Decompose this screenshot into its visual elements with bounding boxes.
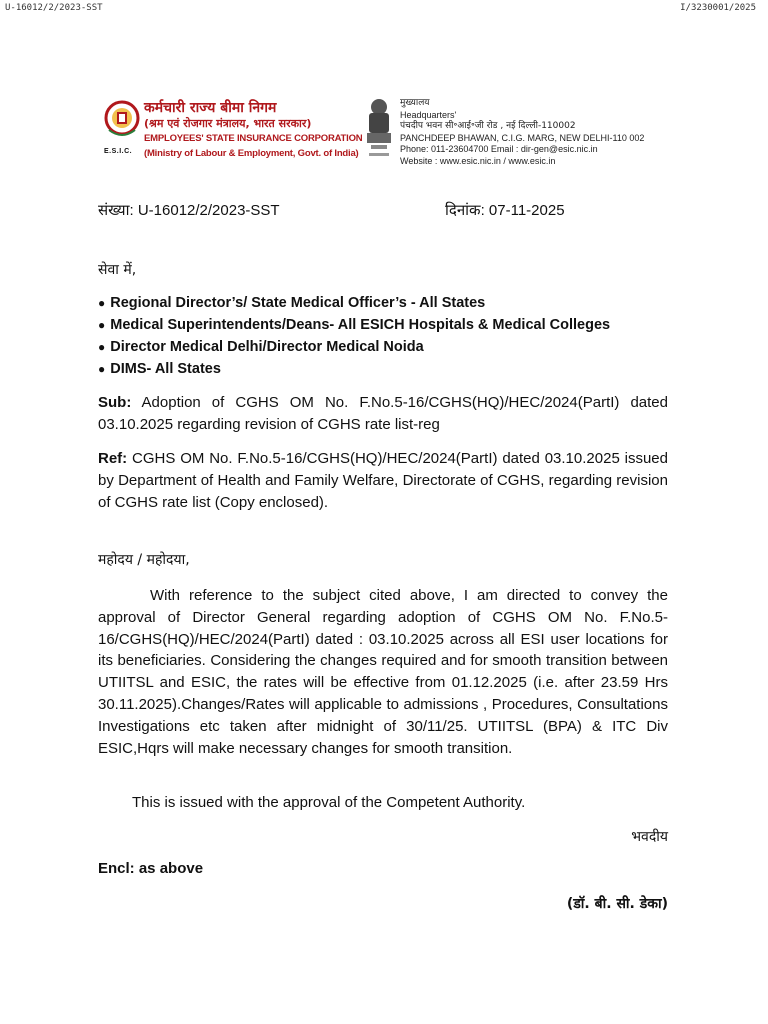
bullet-icon: ● (98, 362, 106, 376)
subject-label: Sub: (98, 394, 132, 411)
addressee-item: ● Regional Director’s/ State Medical Officer’s - All States (98, 295, 486, 311)
esic-logo-icon (104, 100, 140, 146)
approval-note: This is issued with the approval of the Competent Authority. (132, 794, 526, 811)
bullet-icon: ● (98, 318, 106, 332)
subject-paragraph (98, 392, 668, 436)
ministry-english: (Ministry of Labour & Employment, Govt. of India) (144, 148, 359, 159)
addressee-list (98, 292, 610, 380)
hq-english: Headquarters' (400, 109, 457, 120)
body-paragraph: With reference to the subject cited above, I am directed to convey the approval of Director General regarding adoption of CGHS OM No. F.No.5-16/CGHS(HQ)/HEC/2024(PartI) dated : 03.10.2025 across all ESI user locations for its beneficiaries. Considering the changes required and for smooth transition between UTIITSL and ESIC, the rates will be effective from 01.12.2025 (i.e. after 23.59 Hrs 30.11.2025).Changes/Rates will applicable to admissions , Procedures, Consultations Investigations etc taken after midnight of 30/11/25. UTIITSL (BPA) & ITC Div ESIC,Hqrs will make necessary changes for smooth transition. (98, 587, 668, 757)
addressee-item: ● DIMS- All States (98, 361, 221, 377)
address-english: PANCHDEEP BHAWAN, C.I.G. MARG, NEW DELHI-110 002 (400, 132, 645, 143)
letter-number: संख्या: U-16012/2/2023-SST (98, 202, 280, 219)
to-label: सेवा में, (98, 262, 137, 278)
subject-text: Adoption of CGHS OM No. F.No.5-16/CGHS(HQ)/HEC/2024(PartI) dated 03.10.2025 regarding revision of CGHS rate list-reg (98, 394, 668, 433)
website: Website : www.esic.nic.in / www.esic.in (400, 155, 556, 166)
closing: भवदीय (631, 829, 668, 845)
ministry-hindi: (श्रम एवं रोजगार मंत्रालय, भारत सरकार) (144, 117, 312, 130)
hq-hindi: मुख्यालय (400, 98, 430, 108)
ref-text: CGHS OM No. F.No.5-16/CGHS(HQ)/HEC/2024(PartI) dated 03.10.2025 issued by Department of Health and Family Welfare, Directorate of CGHS, regarding revision of CGHS rate list (Copy enclosed). (98, 450, 668, 511)
phone-email: Phone: 011-23604700 Email : dir-gen@esic.nic.in (400, 144, 598, 154)
salutation: महोदय / महोदया, (98, 552, 190, 568)
national-emblem-icon (363, 97, 395, 163)
org-name-hindi: कर्मचारी राज्य बीमा निगम (144, 100, 277, 116)
esic-letterhead (104, 98, 362, 168)
org-name-english: EMPLOYEES' STATE INSURANCE CORPORATION (144, 133, 363, 144)
enclosure-note: Encl: as above (98, 860, 204, 877)
top-computer-number: I/3230001/2025 (680, 3, 756, 13)
addressee-item: ● Director Medical Delhi/Director Medical Noida (98, 339, 424, 355)
top-file-number: U-16012/2/2023-SST (5, 3, 103, 13)
ref-label: Ref: (98, 450, 128, 467)
addressee-item: ● Medical Superintendents/Deans- All ESICH Hospitals & Medical Colleges (98, 317, 611, 333)
esic-abbreviation: E.S.I.C. (104, 148, 133, 155)
bullet-icon: ● (98, 296, 106, 310)
headquarters-address (400, 98, 644, 167)
address-hindi: पंचदीप भवन सी॰आई॰जी रोड , नई दिल्ली-110002 (400, 121, 576, 131)
reference-paragraph (98, 448, 668, 513)
signatory-name: (डॉ. बी. सी. डेका) (566, 896, 668, 912)
bullet-icon: ● (98, 340, 106, 354)
letter-date: दिनांक: 07-11-2025 (445, 202, 565, 219)
